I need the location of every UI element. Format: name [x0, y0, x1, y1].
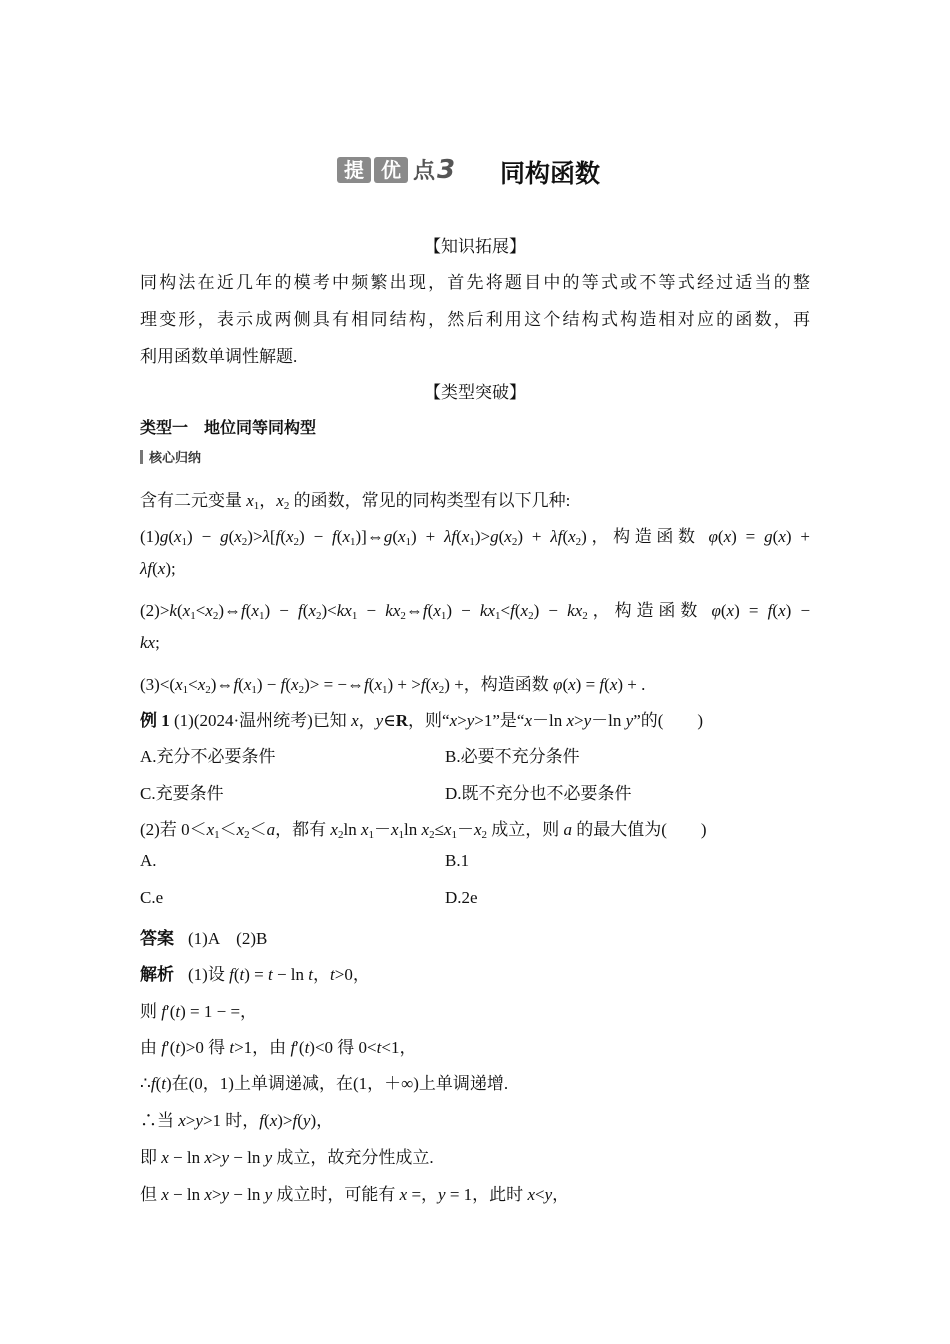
tag-number: 3 — [437, 154, 456, 185]
types-heading: 【类型突破】 — [424, 383, 526, 402]
option-1c: C.充要条件 — [140, 784, 224, 803]
knowledge-heading: 【知识拓展】 — [424, 237, 526, 256]
formula-2b: kx; — [140, 633, 160, 652]
title-text: 同构函数 — [500, 159, 601, 188]
knowledge-line-2: 理变形，表示成两侧具有相同结构，然后利用这个结构式构造相对应的函数，再 — [140, 310, 810, 329]
tag-char-3: 点 — [413, 159, 436, 184]
options1-row2 — [140, 779, 810, 804]
core-bar — [140, 450, 143, 464]
analysis-label: 解析 — [140, 965, 174, 984]
core-label — [140, 447, 810, 466]
answer-line — [140, 924, 810, 949]
page-title — [0, 150, 950, 190]
options2-row2 — [140, 888, 810, 908]
option-1b: B.必要不充分条件 — [445, 747, 580, 766]
example-q1-text: 已知 x，y∈R，则“x>y>1”是“x－ln x>y－ln y”的( ) — [312, 711, 704, 730]
knowledge-line-1: 同构法在近几年的模考中频繁出现，首先将题目中的等式或不等式经过适当的整 — [140, 273, 810, 292]
answer-text: (1)A (2)B — [188, 929, 268, 948]
analysis-line-7: 但 x − ln x>y − ln y 成立时，可能有 x =，y = 1，此时 x<y， — [140, 1185, 570, 1204]
options2-row1 — [140, 851, 810, 871]
option-2a: A. — [140, 851, 157, 870]
answer-label: 答案 — [140, 929, 174, 948]
example-label: 例 1 — [140, 711, 170, 730]
option-1d: D.既不充分也不必要条件 — [445, 784, 632, 803]
option-2b: B.1 — [445, 851, 470, 870]
analysis-line-5: ∴当 x>y>1 时，f(x)>f(y)， — [140, 1111, 334, 1130]
tag-char-2: 优 — [374, 157, 408, 183]
formula-2a: $(2)>k(x_1<x_2)\Leftrightarrow f(x_1) - f(x_2)<kx_1$ − $kx_2\Leftrightarrow f(x_1) - kx_1<f(x_2) - kx_2$，构造函数 φ(x) = f(x) − — [140, 601, 811, 622]
option-2c: C.e — [140, 888, 164, 907]
analysis-line-6: 即 x − ln x>y − ln y 成立，故充分性成立. — [140, 1148, 434, 1167]
type1-title: 类型一 地位同等同构型 — [140, 418, 317, 437]
example-q2: (2)若 $0<x_1<x_2<a$，都有 $x_2\ln$ $x_1-x_1\ln$ $x_2\le x_1-x_2$ 成立，则 a 的最大值为( ) — [140, 820, 707, 841]
example-source: (1)(2024·温州统考) — [174, 711, 313, 730]
example-q1 — [140, 706, 810, 731]
formula-1b: λf(x); — [140, 559, 176, 578]
core-label-text: 核心归纳 — [149, 451, 202, 466]
type1-intro: 含有二元变量 $x_1$，$x_2$ 的函数，常见的同构类型有以下几种: — [140, 491, 571, 512]
options1-row1 — [140, 742, 810, 767]
tag-char-1: 提 — [337, 157, 371, 183]
knowledge-line-3: 利用函数单调性解题. — [140, 347, 298, 366]
analysis-line-1: 解析 (1)设 f(t) = t − ln t，t>0， — [140, 965, 370, 984]
analysis-line-2: 则 f′(t) = 1 − =， — [140, 1002, 258, 1021]
option-1a: A.充分不必要条件 — [140, 747, 276, 766]
formula-1a: $(1)g(x_1) - g(x_2)>\lambda[f(x_2)$ − $f(x_1)]\Leftrightarrow g(x_1) + \lambda f(x_1)>g(x_2) + \lambda f(x_2)$，构造函数 φ(x) = g(x) + — [140, 527, 811, 548]
formula-3: $(3)<(x_1<x_2)\Leftrightarrow f(x_1) - f(x_2)>$ = $-\Leftrightarrow f(x_1) + >f(x_2)$ +，构造函数 φ(x) = f(x) + . — [140, 675, 646, 696]
section-tag — [337, 154, 455, 185]
analysis-line-3: 由 f′(t)>0 得 t>1，由 f′(t)<0 得 0<t<1， — [140, 1038, 417, 1057]
option-2d: D.2e — [445, 888, 478, 907]
analysis-line-4: ∴f(t)在(0，1)上单调递减，在(1，＋∞)上单调递增. — [140, 1074, 509, 1093]
